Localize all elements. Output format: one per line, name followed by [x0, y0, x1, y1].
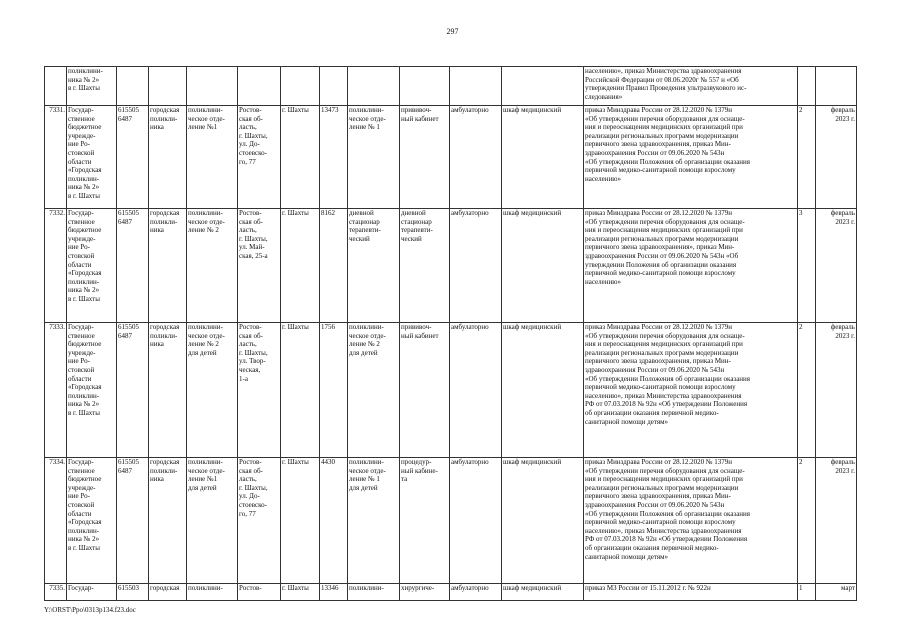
cell-address: Ростов- ская об- ласть, г. Шахты, ул. Твор- ческая, 1-а: [238, 323, 281, 458]
cell-unit: дневной стационар терапевти- ческий: [348, 209, 400, 323]
cell-date: февраль 2023 г.: [816, 106, 857, 209]
cell-basis: приказ Минздрава России от 28.12.2020 № 1379н «Об утверждении перечня оборудования для оснаще- ния и переоснащения медицинских организаций при реализации региональных программ модернизации первичного звена здравоохранения, приказ Мин- здравоохранения России от 09.06.2020 № 543н «Об утверждении Положения об организации оказания первичной медико-санитарной помощи взрослому населению», приказ Министерства здравоохранения РФ от 07.03.2018 № 92н «Об утверждении Положения об организации оказания первичной медико- санитарной помощи детям»: [584, 458, 798, 584]
cell-equipment: шкаф медицинский: [502, 323, 584, 458]
cell-date: февраль 2023 г.: [816, 209, 857, 323]
cell-equipment: шкаф медицинский: [502, 584, 584, 601]
equipment-register-table: [44, 66, 857, 601]
cell-department: поликлини- ческое отде- ление № 2: [187, 209, 238, 323]
cell-org: Государ- ственное бюджетное учрежде- ние Ро- стовской области «Городская поликлин- ника № 2» в г. Шахты: [67, 209, 117, 323]
table-row: [45, 323, 857, 458]
document-footer-path: Y:\ORST\Ppo\0313p134.f23.doc: [44, 606, 136, 614]
cell-id: 4430: [320, 458, 348, 584]
cell-care-form: амбулаторно: [450, 458, 502, 584]
cell-room: процедур- ный кабине- та: [400, 458, 450, 584]
cell-room: прививоч- ный кабинет: [400, 323, 450, 458]
cell-room: хирургиче-: [400, 584, 450, 601]
cell-unit: поликлини- ческое отде- ление № 1 для детей: [348, 458, 400, 584]
cell-quantity: 2: [798, 106, 816, 209]
cell-care-form: амбулаторно: [450, 584, 502, 601]
table-row-continuation: [45, 67, 857, 106]
cell-equipment: шкаф медицинский: [502, 209, 584, 323]
cell-equipment: шкаф медицинский: [502, 106, 584, 209]
cell-equipment: шкаф медицинский: [502, 458, 584, 584]
cell-type: городская поликли- ника: [149, 106, 187, 209]
cell-type: городская: [149, 584, 187, 601]
cell-unit: поликлини- ческое отде- ление № 2 для детей: [348, 323, 400, 458]
cell-org: Государ-: [67, 584, 117, 601]
cell-unit: поликлини-: [348, 584, 400, 601]
cell-department: поликлини-: [187, 584, 238, 601]
cell-org: Государ- ственное бюджетное учрежде- ние Ро- стовской области «Городская поликлин- ника № 2» в г. Шахты: [67, 323, 117, 458]
cell-address: Ростов-: [238, 584, 281, 601]
cell-quantity: 2: [798, 458, 816, 584]
cell-id: 1756: [320, 323, 348, 458]
cell-quantity: 1: [798, 584, 816, 601]
cell-department: поликлини- ческое отде- ление № 2 для детей: [187, 323, 238, 458]
cell-code: 615505 6487: [117, 458, 149, 584]
cell-basis: населению», приказ Министерства здравоохранения Российской Федерации от 08.06.2020г № 557 н «Об утверждении Правил Проведения ультразвукового ис- следования»: [584, 67, 798, 106]
cell-address: Ростов- ская об- ласть, г. Шахты, ул. До- стоевско- го, 77: [238, 106, 281, 209]
page-number: 297: [446, 27, 459, 36]
cell-id: 13473: [320, 106, 348, 209]
cell-unit: поликлини- ческое отде- ление № 1: [348, 106, 400, 209]
cell-id: 13346: [320, 584, 348, 601]
cell-type: городская поликли- ника: [149, 209, 187, 323]
cell-org: Государ- ственное бюджетное учрежде- ние Ро- стовской области «Городская поликлин- ника № 2» в г. Шахты: [67, 458, 117, 584]
cell-city: г. Шахты: [281, 458, 320, 584]
cell-date: март: [816, 584, 857, 601]
table-row: [45, 584, 857, 601]
cell-department: поликлини- ческое отде- ление №1: [187, 106, 238, 209]
table-row: [45, 106, 857, 209]
cell-org: поликлини- ника № 2» в г. Шахты: [67, 67, 117, 106]
cell-basis: приказ МЗ России от 15.11.2012 г. № 922н: [584, 584, 798, 601]
cell-number: 7333.: [45, 323, 67, 458]
cell-code: 615505 6487: [117, 323, 149, 458]
cell-city: г. Шахты: [281, 584, 320, 601]
cell-address: Ростов- ская об- ласть, г. Шахты, ул. Май- ская, 25-а: [238, 209, 281, 323]
cell-code: 615505 6487: [117, 209, 149, 323]
cell-room: дневной стационар терапевти- ческий: [400, 209, 450, 323]
cell-basis: приказ Минздрава России от 28.12.2020 № 1379н «Об утверждении перечня оборудования для оснаще- ния и переоснащения медицинских организаций при реализации региональных программ модернизации первичного звена здравоохранения, приказ Мин- здравоохранения России от 09.06.2020 № 543н «Об утверждении Положения об организации оказания первичной медико-санитарной помощи взрослому населению»: [584, 106, 798, 209]
cell-date: февраль 2023 г.: [816, 458, 857, 584]
cell-quantity: 3: [798, 209, 816, 323]
cell-code: 615505 6487: [117, 106, 149, 209]
cell-basis: приказ Минздрава России от 28.12.2020 № 1379н «Об утверждении перечня оборудования для оснаще- ния и переоснащения медицинских организаций при реализации региональных программ модернизации первичного звена здравоохранения, приказ Мин- здравоохранения России от 09.06.2020 № 543н «Об утверждении Положения об организации оказания первичной медико-санитарной помощи взрослому населению», приказ Министерства здравоохранения РФ от 07.03.2018 № 92н «Об утверждении Положения об организации оказания первичной медико- санитарной помощи детям»: [584, 323, 798, 458]
cell-department: поликлини- ческое отде- ление №1 для детей: [187, 458, 238, 584]
cell-quantity: 2: [798, 323, 816, 458]
cell-room: прививоч- ный кабинет: [400, 106, 450, 209]
cell-type: городская поликли- ника: [149, 458, 187, 584]
cell-id: 8162: [320, 209, 348, 323]
cell-city: г. Шахты: [281, 323, 320, 458]
cell-city: г. Шахты: [281, 106, 320, 209]
table-row: [45, 458, 857, 584]
cell-basis: приказ Минздрава России от 28.12.2020 № 1379н «Об утверждении перечня оборудования для оснаще- ния и переоснащения медицинских организаций при реализации региональных программ модернизации первичного звена здравоохранения», приказ Мин- здравоохранения России от 09.06.2020 № 543н «Об утверждении Положения об организации оказания первичной медико-санитарной помощи взрослому населению»: [584, 209, 798, 323]
cell-date: февраль 2023 г.: [816, 323, 857, 458]
cell-care-form: амбулаторно: [450, 106, 502, 209]
table-row: [45, 209, 857, 323]
cell-code: 615503: [117, 584, 149, 601]
cell-number: 7334.: [45, 458, 67, 584]
cell-city: г. Шахты: [281, 209, 320, 323]
cell-care-form: амбулаторно: [450, 323, 502, 458]
cell-address: Ростов- ская об- ласть, г. Шахты, ул. До- стоевско- го, 77: [238, 458, 281, 584]
cell-number: 7332.: [45, 209, 67, 323]
cell-number: 7335.: [45, 584, 67, 601]
cell-number: 7331.: [45, 106, 67, 209]
cell-care-form: амбулаторно: [450, 209, 502, 323]
cell-type: городская поликли- ника: [149, 323, 187, 458]
cell-org: Государ- ственное бюджетное учрежде- ние Ро- стовской области «Городская поликлин- ника № 2» в г. Шахты: [67, 106, 117, 209]
